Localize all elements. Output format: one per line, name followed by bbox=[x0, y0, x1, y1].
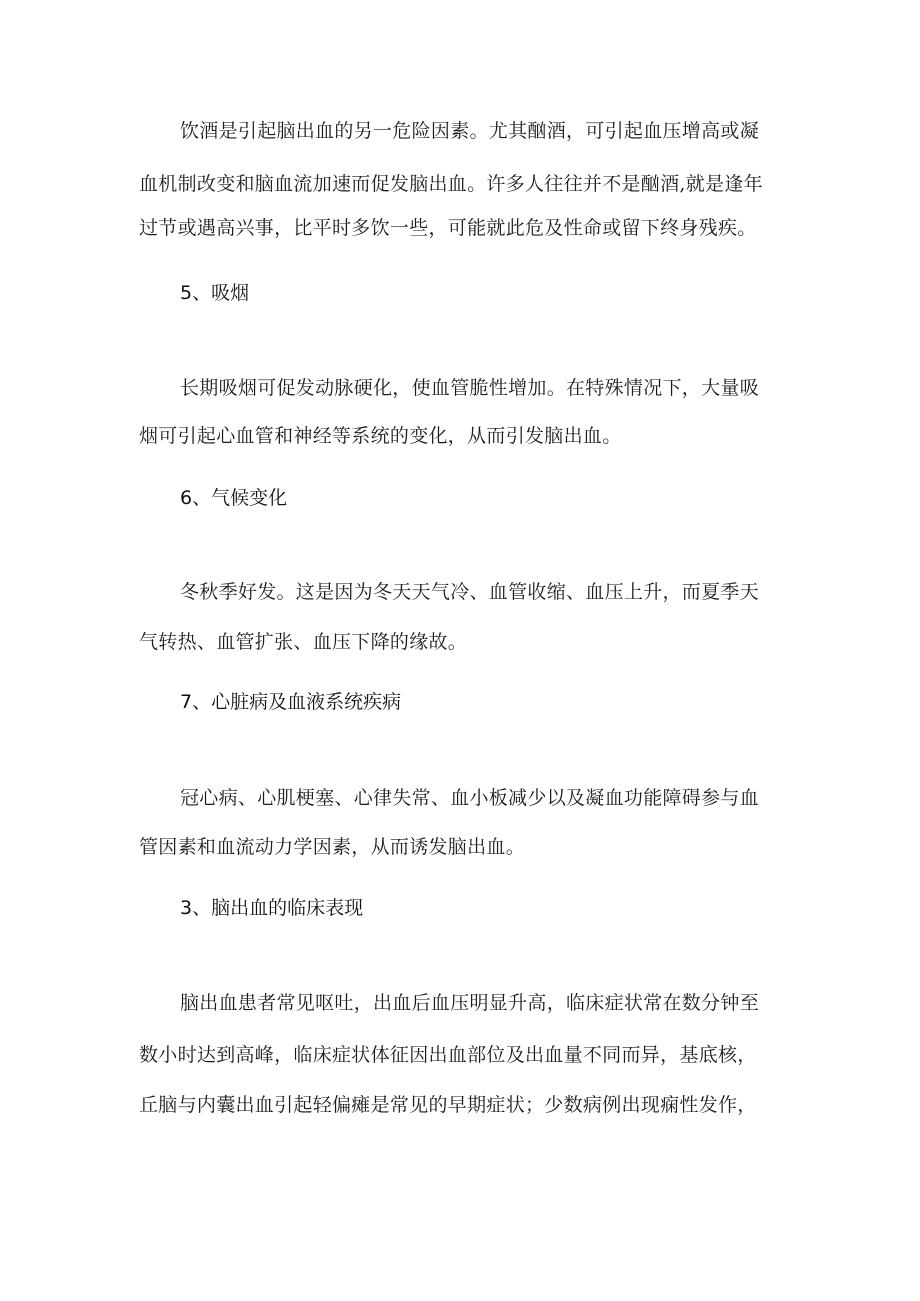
heading-clinical: 3、脑出血的临床表现 bbox=[180, 897, 364, 919]
heading-heart: 7、心脏病及血液系统疾病 bbox=[180, 691, 402, 713]
paragraph-smoking-line-2: 烟可引起心血管和神经等系统的变化，从而引发脑出血。 bbox=[139, 425, 622, 447]
paragraph-clinical-line-1: 脑出血患者常见呕吐，出血后血压明显升高，临床症状常在数分钟至 bbox=[180, 992, 760, 1014]
paragraph-drinking-line-2: 血机制改变和脑血流加速而促发脑出血。许多人往往并不是酗酒,就是逢年 bbox=[139, 173, 763, 195]
paragraph-heart-line-2: 管因素和血流动力学因素，从而诱发脑出血。 bbox=[139, 836, 526, 858]
paragraph-clinical-line-2: 数小时达到高峰，临床症状体征因出血部位及出血量不同而异，基底核， bbox=[139, 1044, 757, 1066]
paragraph-smoking-line-1: 长期吸烟可促发动脉硬化，使血管脆性增加。在特殊情况下，大量吸 bbox=[180, 377, 760, 399]
heading-smoking: 5、吸烟 bbox=[180, 282, 250, 304]
heading-climate: 6、气候变化 bbox=[180, 487, 288, 509]
paragraph-climate-line-2: 气转热、血管扩张、血压下降的缘故。 bbox=[139, 631, 468, 653]
paragraph-drinking-line-1: 饮酒是引起脑出血的另一危险因素。尤其酗酒，可引起血压增高或凝 bbox=[180, 120, 760, 142]
paragraph-drinking-line-3: 过节或遇高兴事，比平时多饮一些，可能就此危及性命或留下终身残疾。 bbox=[139, 217, 757, 239]
paragraph-clinical-line-3: 丘脑与内囊出血引起轻偏瘫是常见的早期症状；少数病例出现痫性发作， bbox=[139, 1094, 757, 1116]
paragraph-heart-line-1: 冠心病、心肌梗塞、心律失常、血小板减少以及凝血功能障碍参与血 bbox=[180, 787, 760, 809]
paragraph-climate-line-1: 冬秋季好发。这是因为冬天天气冷、血管收缩、血压上升，而夏季天 bbox=[180, 581, 760, 603]
